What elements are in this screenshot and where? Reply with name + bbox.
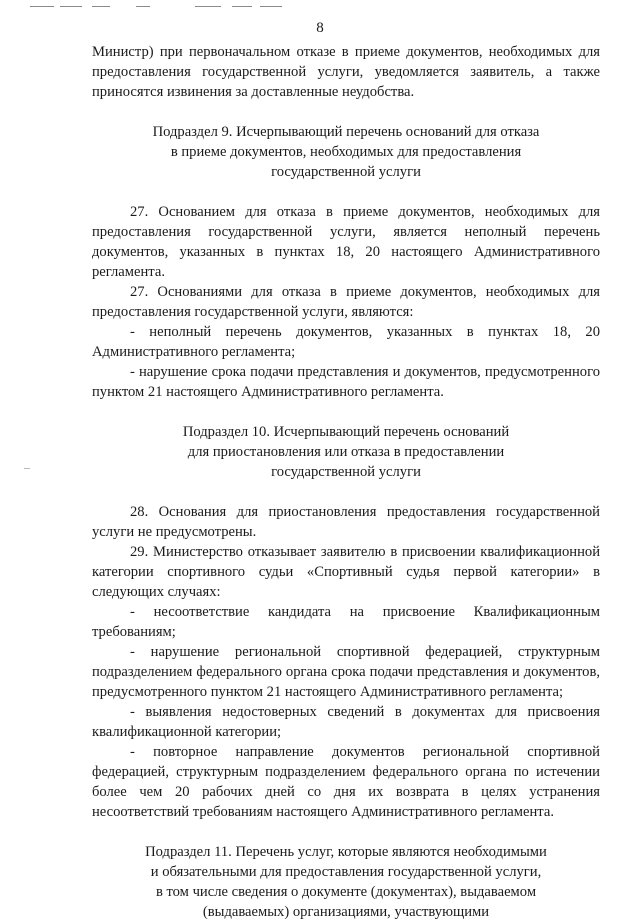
heading-line: Подраздел 10. Исчерпывающий перечень оснований xyxy=(182,424,510,440)
section-10-heading xyxy=(92,422,600,482)
heading-line: Подраздел 9. Исчерпывающий перечень оснований для отказа xyxy=(152,124,540,140)
clause-28: 28. Основания для приостановления предоставления государственной услуги не предусмотрены. xyxy=(92,504,600,540)
clause-29-item-2: - нарушение региональной спортивной федерацией, структурным подразделением федерального органа срока подачи представления и документов, предусмотренного пунктом 21 настоящего Административного регламента; xyxy=(92,644,600,700)
section-9-heading xyxy=(92,122,600,182)
clause-27a: 27. Основанием для отказа в приеме документов, необходимых для предоставления государственной услуги, является неполный перечень документов, указанных в пунктах 18, 20 настоящего Административного регламента. xyxy=(92,204,600,280)
heading-line: (выдаваемых) организациями, участвующими xyxy=(202,904,490,920)
clause-29-item-4: - повторное направление документов региональной спортивной федерацией, структурным подразделением федерального органа по истечении более чем 20 рабочих дней со дня их возврата в целях устранения несоответствий требованиям настоящего Административного регламента. xyxy=(92,744,600,820)
heading-line: Подраздел 11. Перечень услуг, которые являются необходимыми xyxy=(145,844,547,860)
section-11-heading xyxy=(92,842,600,922)
clause-29: 29. Министерство отказывает заявителю в присвоении квалификационной категории спортивного судьи «Спортивный судья первой категории» в следующих случаях: xyxy=(92,544,600,600)
heading-line: для приостановления или отказа в предоставлении xyxy=(187,444,505,460)
clause-27b: 27. Основаниями для отказа в приеме документов, необходимых для предоставления государственной услуги, являются: xyxy=(92,284,600,320)
heading-line: в приеме документов, необходимых для предоставления xyxy=(170,144,522,160)
heading-line: в том числе сведения о документе (документах), выдаваемом xyxy=(155,884,537,900)
heading-line: государственной услуги xyxy=(271,164,421,180)
clause-27b-item-1: - неполный перечень документов, указанных в пунктах 18, 20 Административного регламента; xyxy=(92,324,600,360)
clause-27b-item-2: - нарушение срока подачи представления и документов, предусмотренного пунктом 21 настоящего Административного регламента. xyxy=(92,364,600,400)
document-body xyxy=(92,42,600,922)
page-number: 8 xyxy=(316,20,324,36)
intro-paragraph: Министр) при первоначальном отказе в приеме документов, необходимых для предоставления государственной услуги, уведомляется заявитель, а также приносятся извинения за доставленные неудобства. xyxy=(92,44,600,100)
scan-header-marks xyxy=(0,2,640,12)
heading-line: и обязательными для предоставления государственной услуги, xyxy=(150,864,542,880)
heading-line: государственной услуги xyxy=(271,464,421,480)
clause-29-item-1: - несоответствие кандидата на присвоение Квалификационным требованиям; xyxy=(92,604,600,640)
clause-29-item-3: - выявления недостоверных сведений в документах для присвоения квалификационной категории; xyxy=(92,704,600,740)
margin-mark xyxy=(24,468,30,469)
